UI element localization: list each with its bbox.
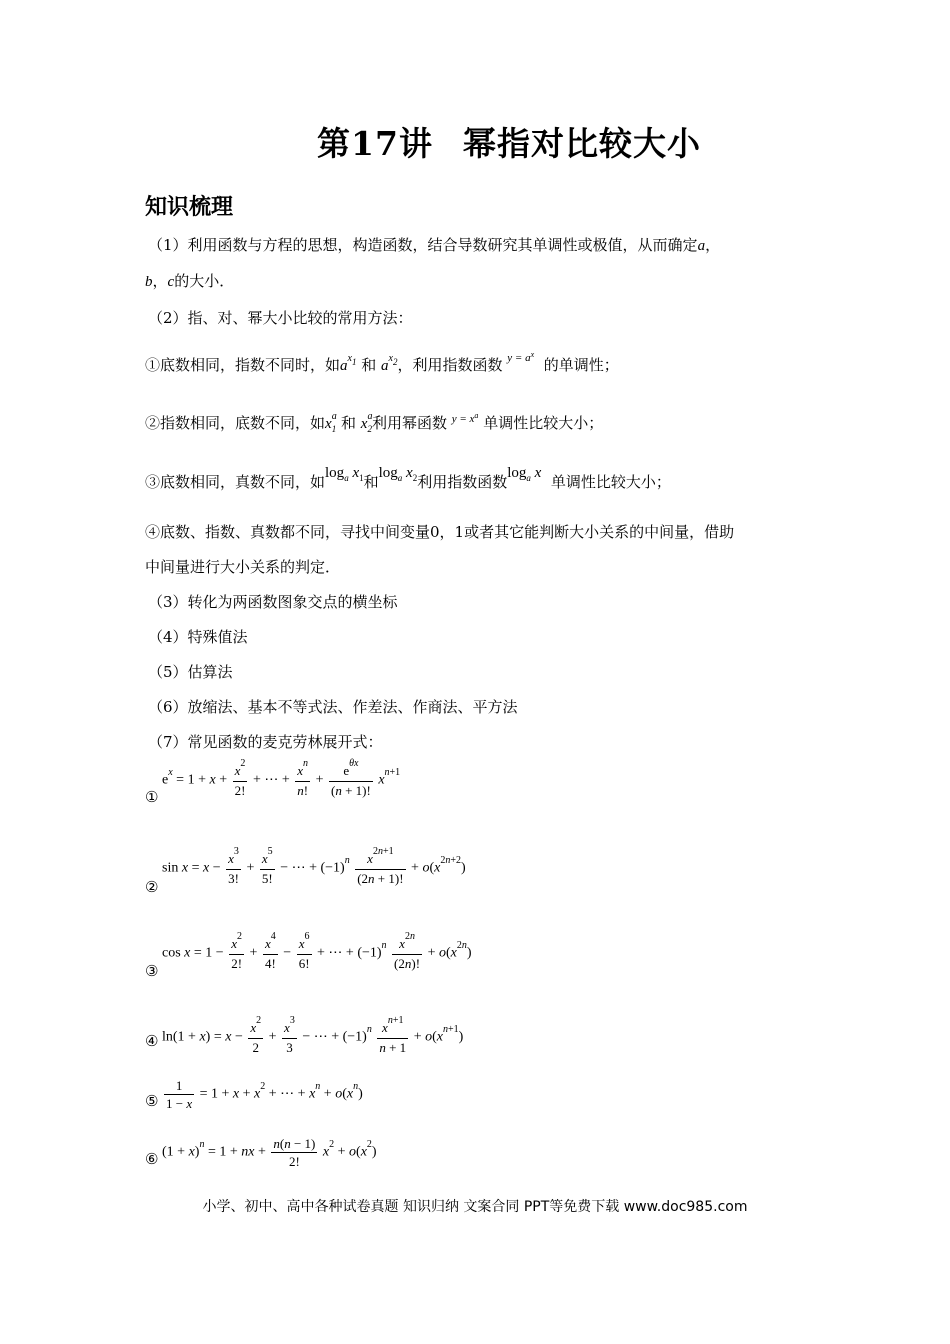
formula-marker-2: ② (145, 878, 159, 896)
lecture-number: 第17讲 (317, 124, 433, 163)
formula-sin: sin x = x − $\frac{x^3}{3!}$ + $\frac{x^5}{5!}$ − ⋯ + $(-1)^n$ $\frac{x^{2n+1}}{(2n + 1)!}$ + $o(x^{2n+2})$ (162, 846, 466, 886)
formula-exp: $e^x = 1 + x$ + $\frac{x^2}{2!}$ + ⋯ + $\frac{x^n}{n!}$ + $\frac{e^{\theta x}}{(n + 1)!}$ $x^{n+1}$ (162, 758, 401, 798)
page-footer: 小学、初中、高中各种试卷真题 知识归纳 文案合同 PPT等免费下载 www.doc985.com (202, 1199, 748, 1215)
formula-cos: cos x = 1 − $\frac{x^2}{2!}$ + $\frac{x^4}{4!}$ − $\frac{x^6}{6!}$ + ⋯ + $(-1)^n$ $\frac{x^{2n}}{(2n)!}$ + $o(x^{2n})$ (162, 931, 472, 971)
section-heading: 知识梳理 (145, 194, 234, 220)
lecture-topic: 幂指对比较大小 (462, 124, 701, 163)
formula-binomial: $(1 + x)^n = 1$ + nx + $\frac{n(n - 1)}{2!}$ $x^2 + o(x^2)$ (162, 1136, 377, 1169)
method-4: ④底数、指数、真数都不同，寻找中间变量0，1或者其它能判断大小关系的中间量，借助 (145, 523, 735, 541)
method-2: ②指数相同，底数不同，如$x^a_1$ 和 $x^a_2$利用幂函数 $^{y = x^a}$ 单调性比较大小； (145, 411, 604, 434)
formula-marker-1: ① (145, 788, 159, 806)
formula-marker-6: ⑥ (145, 1150, 159, 1168)
paragraph-4: （4）特殊值法 (148, 628, 248, 646)
formula-marker-3: ③ (145, 962, 159, 980)
formula-geometric: $\frac{1}{1 - x}$ = $1 + x + x^2$ + ⋯ + $x^n + o(x^n)$ (166, 1078, 363, 1111)
paragraph-2: （2）指、对、幂大小比较的常用方法： (148, 309, 413, 327)
method-4-cont: 中间量进行大小关系的判定． (145, 558, 341, 576)
method-1: ①底数相同，指数不同时，如$a^{x1}$ 和 $a^{x2}$，利用指数函数 $^{y = a^x}$ 的单调性； (145, 350, 619, 374)
paragraph-3: （3）转化为两函数图象交点的横坐标 (148, 593, 398, 611)
formula-marker-5: ⑤ (145, 1092, 159, 1110)
page-title (0, 118, 950, 165)
formula-ln: ln(1 + x) = x − $\frac{x^2}{2}$ + $\frac{x^3}{3}$ − ⋯ + $(-1)^n$ $\frac{x^{n+1}}{n + 1}$ + $o(x^{n+1})$ (162, 1015, 464, 1055)
paragraph-1: （1）利用函数与方程的思想，构造函数，结合导数研究其单调性或极值，从而确定a， (148, 236, 721, 254)
formula-marker-4: ④ (145, 1032, 159, 1050)
paragraph-5: （5）估算法 (148, 663, 233, 681)
paragraph-6: （6）放缩法、基本不等式法、作差法、作商法、平方法 (148, 698, 518, 716)
paragraph-7: （7）常见函数的麦克劳林展开式： (148, 733, 383, 751)
paragraph-1-cont: b，c的大小． (145, 272, 235, 290)
method-3: ③底数相同，真数不同，如$\log_a x_1$和$\log_a x_2$利用指数函数$\log_a x$ 单调性比较大小； (145, 465, 671, 491)
